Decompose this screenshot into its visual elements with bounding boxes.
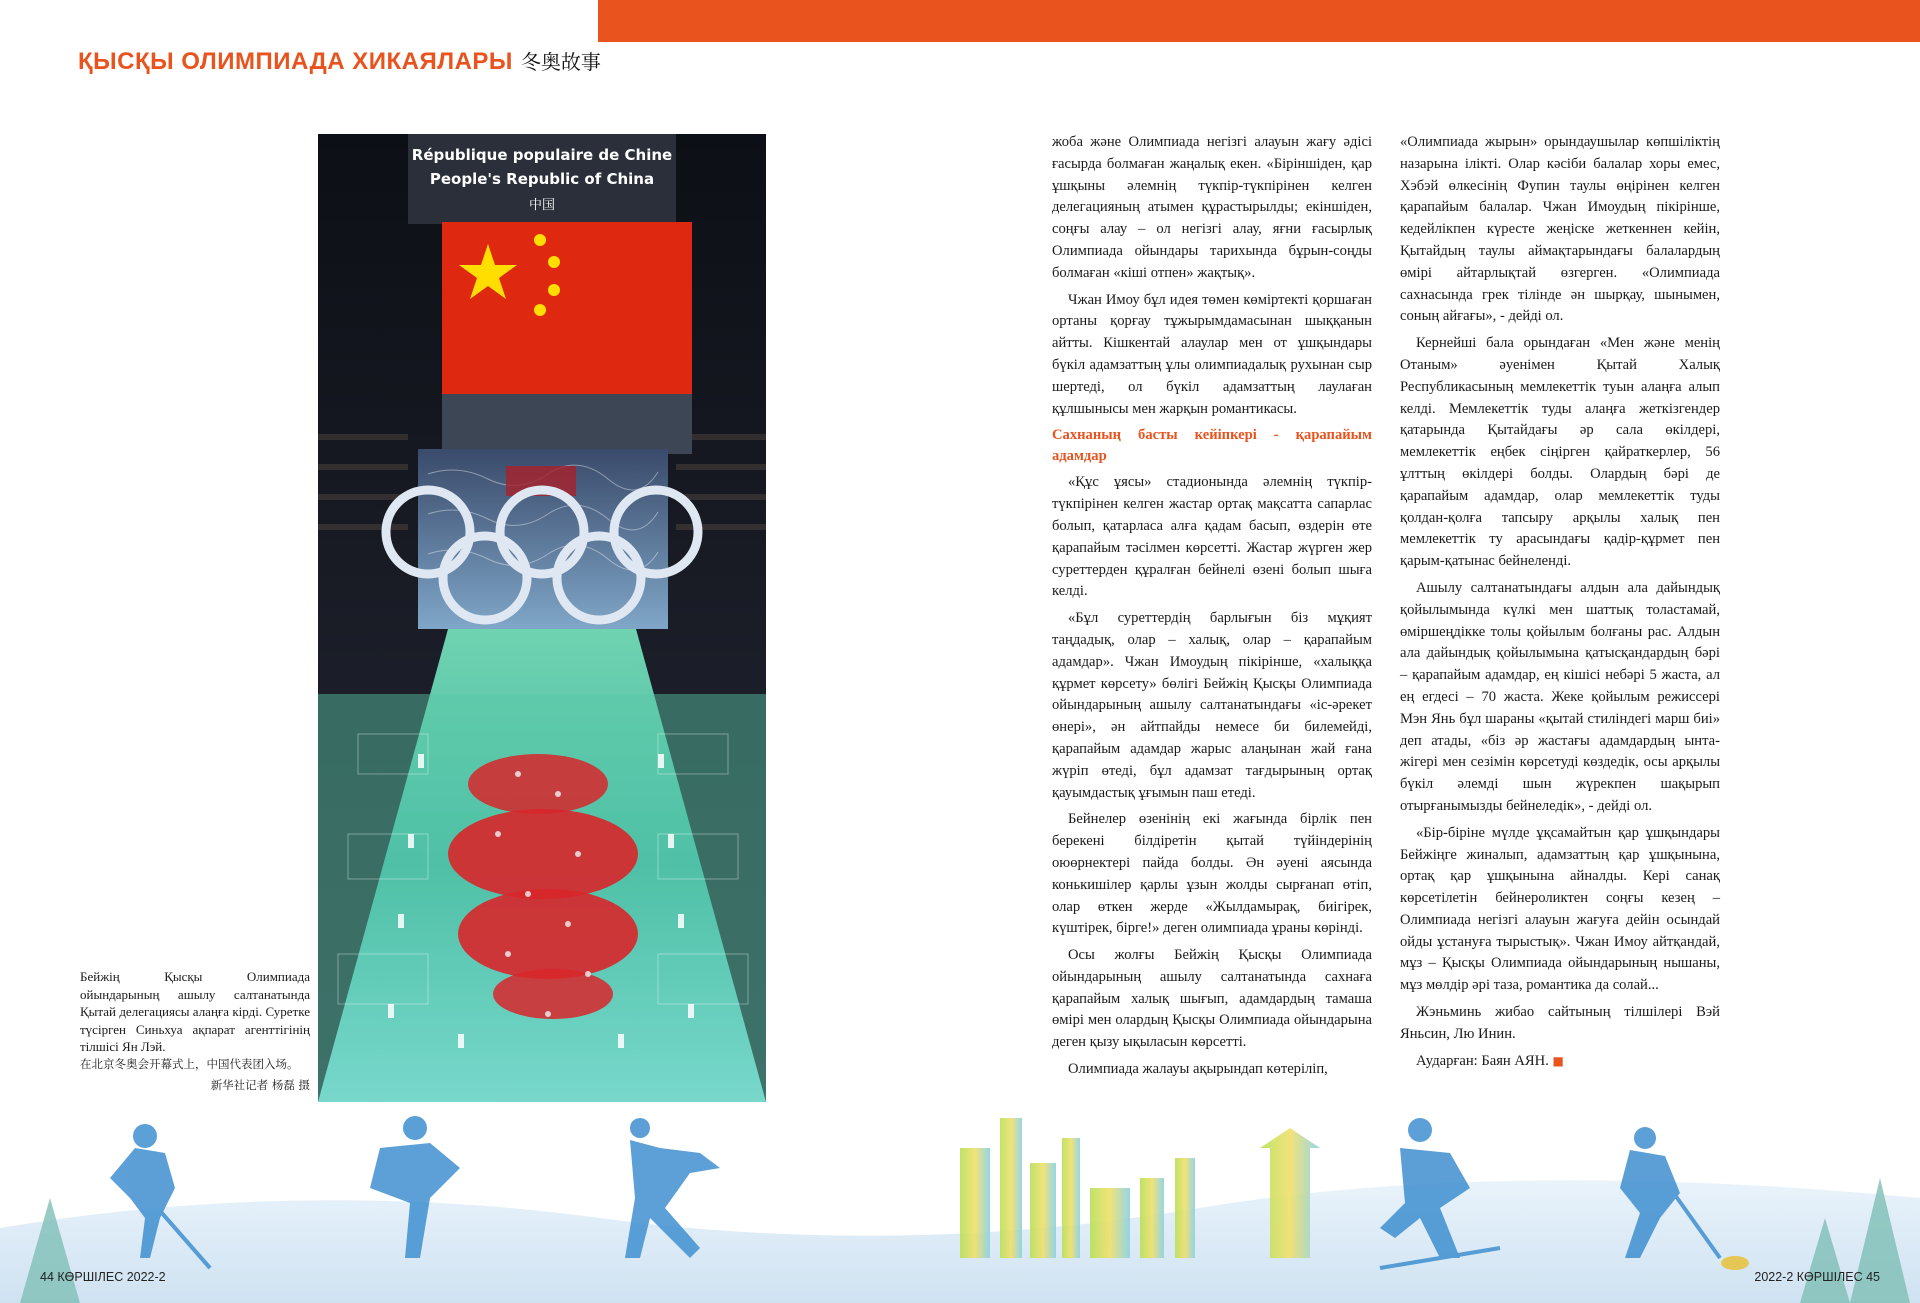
translator: Аударған: Баян АЯН. <box>1416 1052 1549 1069</box>
paragraph: «Құс ұясы» стадионында әлемнің түкпір-түкпірінен келген жастар ортақ мақсатта сапарлас болып, қатарласа алға қадам басып, өздерін өте қарапайым тәсілмен көрсетті. Жастар жүрген жер суреттерден құралған бейнелі өзені болып шыға келді. <box>1052 474 1372 600</box>
small-star-icon <box>548 256 560 268</box>
paragraph: Ашылу салтанатындағы алдын ала дайындық қойылымында күлкі мен шаттық толастамай, өміршеңдікке толы қойылым болғаны рас. Алдын ала дайындық қойылымына қатысқандардың бәрі – қарапайым адамдар, ең кішісі небәрі 5 жаста, ал ең егдесі – 70 жаста. Жеке қойылым режиссері Мэн Янь бұл шараны «қытай стиліндегі марш биі» деп атады, «біз әр жастағы адамдардың ынта-жігері мен сезімін көрсетуді көздедік, осы арқылы бүкіл әлемді шын жүрекпен шақырып отырғанымызды бейнеледік», - дейді ол. <box>1400 579 1720 814</box>
paragraph: Осы жолғы Бейжің Қысқы Олимпиада ойындарының ашылу салтанатында сахнаға қарапайым халық шығып, адамдардың тамаша өмірі мен олардың Қысқы Олимпиада ойындарына деген қызу ықыласын көрсетті. <box>1052 947 1372 1051</box>
sign-text-fr: République populaire de Chine <box>411 146 673 164</box>
photo-illustration <box>318 134 766 1102</box>
photo-caption <box>80 968 310 1094</box>
paragraph: Чжан Имоу бұл идея төмен көміртекті қоршаған ортаны қорғау тұжырымдамасынан шыққанын айтты. Кішкентай алаулар мен от ұшқындары бүкіл адамзаттың ұлы олимпиадалық рухынан сыр шертеді, ол бүкіл адамзаттың лаулаған құлшынысы мен жарқын романтикасы. <box>1052 291 1372 417</box>
paragraph: Кернейші бала орындаған «Мен және менің Отаным» әуенімен Қытай Халық Республикасының мемлекеттік туын алаңға алып келді. Мемлекеттік туды алаңға жеткізгендер қатарында Қытайдағы әр сала өкілдері, мемлекеттік еңбек сіңірген қайраткерлер, 56 ұлттың өкілдері болды. Олардың бәрі де қарапайым адамдар, олар мемлекеттік туды қолдан-қолға тапсыру арқылы халық пен мемлекеттік ту арасындағы қадір-құрмет пен қарым-қатынас бейнеленді. <box>1400 335 1720 570</box>
caption-cn: 在北京冬奥会开幕式上，中国代表团入场。 <box>80 1056 299 1071</box>
article-column-1 <box>1052 132 1372 1086</box>
small-star-icon <box>534 234 546 246</box>
caption-kz: Бейжің Қысқы Олимпиада ойындарының ашылу салтанатында Қытай делегациясы алаңға кірді. Суретке түсірген Синьхуа ақпарат агенттігінің тілшісі Ян Лэй. <box>80 969 310 1054</box>
paragraph: Олимпиада жалауы ақырындап көтеріліп, <box>1068 1061 1328 1078</box>
small-star-icon <box>548 284 560 296</box>
paragraph: «Бір-біріне мүлде ұқсамайтын қар ұшқындары Бейжіңге жиналып, адамзаттың қар ұшқынына, ортақ қар ұшқынына айналды. Кері санақ көрсетілетін бейнероликтен соңғы кезең – Олимпиада негізгі алауын жағуға дейін осындай ойды ұстануға тырыстық». Чжан Имоу айтқандай, мұз – Қысқы Олимпиада ойындарының нышаны, мұз мөлдір әрі таза, романтика да солай... <box>1400 824 1720 994</box>
section-header <box>78 46 601 78</box>
paragraph: Бейнелер өзенінің екі жағында бірлік пен берекені білдіретін қытай түйіндерінің оюөрнектері пайда болды. Ән әуені аясында конькишілер қарлы ұзын жолды сырғанап өтіп, олар өткен жерде «Жылдамырақ, биігірек, күштірек, бірге!» деген олимпиада ұраны көрінді. <box>1052 811 1372 937</box>
photo-credit: 新华社记者 杨磊 摄 <box>210 1077 310 1092</box>
page-number-right: 2022-2 КӨРШІЛЕС 45 <box>1754 1270 1880 1284</box>
page-number-left: 44 КӨРШІЛЕС 2022-2 <box>40 1270 166 1284</box>
end-mark-icon: ■ <box>1552 1053 1564 1068</box>
winter-sports-footer-art <box>0 1108 1920 1303</box>
chinese-flag <box>442 222 692 394</box>
opening-ceremony-photo <box>318 134 766 1102</box>
section-title-cn: 冬奥故事 <box>520 50 601 74</box>
paragraph: «Бұл суреттердің барлығын біз мұқият таңдадық, олар – халық, олар – қарапайым адамдар». Чжан Имоудың пікірінше, «халыққа құрмет көрсету» бөлігі Бейжің Қысқы Олимпиада ойындарының ашылу салтанатындағы «іс-әрекет өнері», ән айтпайды немесе би билемейді, қарапайым адамдар жарыс алаңынан жай ғана жүріп өтеді, бұл адамзат тағдырының ортақ қауымдастық ұғымын паш етеді. <box>1052 610 1372 801</box>
small-star-icon <box>534 304 546 316</box>
translator-line <box>1400 1051 1720 1073</box>
section-title-kz: ҚЫСҚЫ ОЛИМПИАДА ХИКАЯЛАРЫ <box>78 48 513 75</box>
top-accent-bar <box>598 0 1920 42</box>
subheading: Сахнаның басты кейіпкері - қарапайым адамдар <box>1052 427 1372 465</box>
sign-text-en: People's Republic of China <box>429 170 655 188</box>
paragraph: жоба және Олимпиада негізгі алауын жағу әдісі ғасырда болмаған жаңалық екен. «Біріншіден, қар ұшқыны әлемнің түкпір-түкпірінен келген делегацияның атымен құрастырылды; екіншіден, соңғы алау – ол негізгі алау, яғни ғасырлық Олимпиада ойындары тарихында бұрын-соңды болмаған «кіші отпен» жақтық». <box>1052 134 1372 281</box>
paragraph: Жэньминь жибао сайтының тілшілері Вэй Яньсин, Лю Инин. <box>1400 1004 1720 1042</box>
article-column-2 <box>1400 132 1720 1077</box>
sign-text-cn: 中国 <box>528 198 556 213</box>
paragraph: «Олимпиада жырын» орындаушылар көпшіліктің назарына ілікті. Олар кәсіби балалар хоры емес, Хэбэй өлкесінің Фупин таулы өңірінен келген қарапайым балалар. Чжан Имоудың пікірінше, кедейлікпен күресте жеңіске жеткеннен кейін, Қытайдың таулы аймақтарындағы балалардың өмірі айтарлықтай өзгерген. «Олимпиада сахнасында грек тілінде ән шырқау, шынымен, соның айғағы», - дейді ол. <box>1400 134 1720 325</box>
